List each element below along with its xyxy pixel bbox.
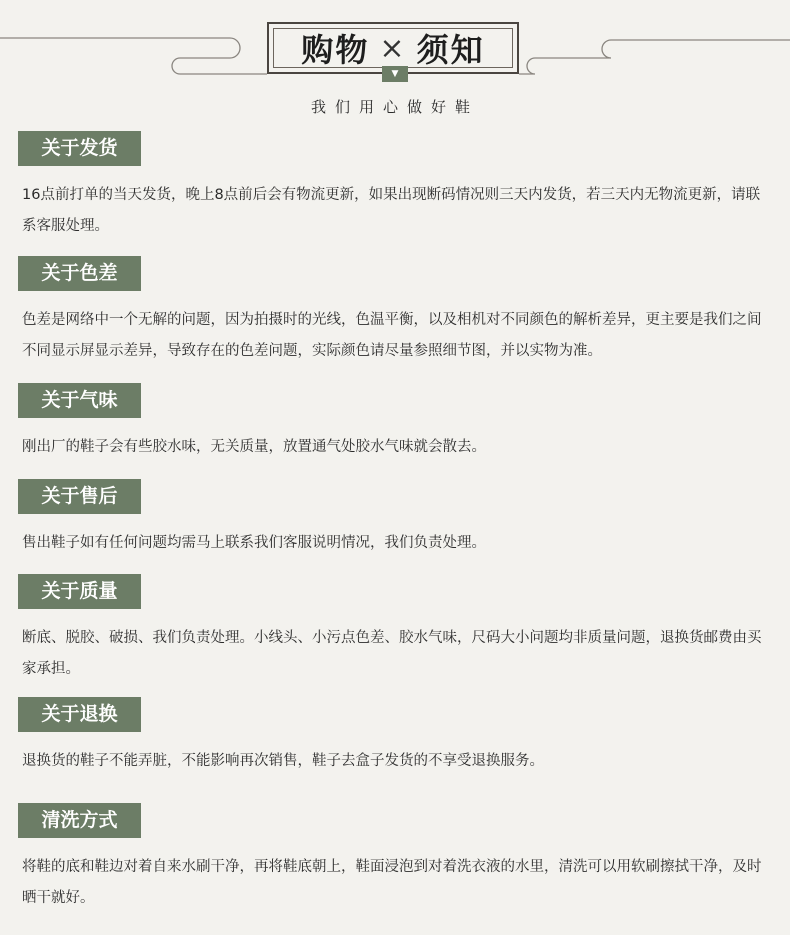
section-title: 关于发货 (18, 131, 141, 166)
title-left: 购物 (301, 31, 370, 69)
section-title: 关于退换 (18, 697, 141, 732)
section-shipping (18, 131, 778, 242)
section-color-difference (18, 256, 778, 367)
section-cleaning (18, 803, 778, 914)
page-title (301, 25, 484, 71)
triangle-down-icon: ▼ (382, 66, 408, 82)
section-body: 16点前打单的当天发货，晚上8点前后会有物流更新，如果出现断码情况则三天内发货，若三天内无物流更新，请联系客服处理。 (22, 187, 761, 234)
section-title: 关于质量 (18, 574, 141, 609)
section-body: 刚出厂的鞋子会有些胶水味，无关质量，放置通气处胶水气味就会散去。 (22, 439, 486, 455)
section-title: 关于售后 (18, 479, 141, 514)
section-title: 关于色差 (18, 256, 141, 291)
section-body: 将鞋的底和鞋边对着自来水刷干净，再将鞋底朝上，鞋面浸泡到对着洗衣液的水里，清洗可以用软刷擦拭干净，及时晒干就好。 (22, 859, 762, 906)
section-body: 售出鞋子如有任何问题均需马上联系我们客服说明情况，我们负责处理。 (22, 535, 486, 551)
section-returns (18, 697, 778, 777)
section-after-sales (18, 479, 778, 559)
section-odor (18, 383, 778, 463)
page-subtitle: 我们用心做好鞋 (310, 98, 479, 116)
section-title: 关于气味 (18, 383, 141, 418)
section-body: 色差是网络中一个无解的问题，因为拍摄时的光线，色温平衡，以及相机对不同颜色的解析差异，更主要是我们之间不同显示屏显示差异，导致存在的色差问题，实际颜色请尽量参照细节图，并以实物为准。 (22, 312, 762, 359)
section-quality (18, 574, 778, 685)
title-right: 须知 (416, 31, 485, 69)
section-body: 退换货的鞋子不能弄脏，不能影响再次销售，鞋子去盒子发货的不享受退换服务。 (22, 753, 544, 769)
cross-icon: × (379, 30, 407, 66)
section-body: 断底、脱胶、破损、我们负责处理。小线头、小污点色差、胶水气味，尺码大小问题均非质量问题，退换货邮费由买家承担。 (22, 630, 762, 677)
section-title: 清洗方式 (18, 803, 141, 838)
